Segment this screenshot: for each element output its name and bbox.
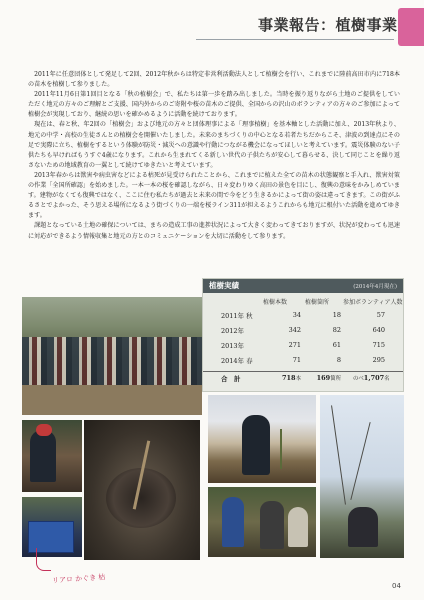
handwritten-caption: リアロ かぐき 枯 [51, 573, 106, 585]
photo-volunteer-crowd [22, 297, 202, 415]
photo-volunteer-coast [208, 395, 316, 483]
total-sites [309, 374, 341, 382]
row-year: 2011年 秋 [221, 312, 253, 320]
total-trees [269, 374, 301, 382]
page-title: 事業報告：植樹事業 [258, 16, 398, 34]
table-total-row [203, 371, 403, 385]
column-header-trees: 植樹本数 [263, 299, 288, 306]
page-number: 04 [392, 582, 401, 590]
total-sites-unit: 箇所 [330, 376, 341, 382]
total-volunteers-prefix: のべ [353, 376, 364, 382]
photo-sapling-crate [22, 497, 82, 557]
total-sites-value: 169 [316, 374, 331, 382]
row-volunteers: 57 [376, 311, 385, 319]
photo-volunteer-group [208, 487, 316, 557]
photo-planting-child [22, 420, 82, 492]
total-label: 合 計 [221, 375, 241, 383]
row-trees: 271 [288, 341, 301, 349]
total-volunteers-value: 1,707 [363, 374, 385, 382]
photo-sapling-hole [84, 420, 200, 560]
table-row [203, 339, 403, 352]
body-paragraph-3: 現在は、春と秋、年2回の「植樹会」および地元の方々と団体理事による「理事植樹」を基本軸とした活動に加え、2013年秋より、地元の中学・高校の生徒さんとの植樹会を開催いたしました。未来のまちづくりの中心となる若者たちだからこそ、津波の到達点にその足で実際に立ち、植樹をするという体験が防災・減災への意識や行動につながる機会になってほしいと考えています。震災体験のない子供たちも早ければもうすぐ4歳になります。これから生まれてくる新しい世代の子供たちが安心して暮らせる、決して同じことを繰り返さないための地域教育の一翼として続けてゆきたいと考えています。 [28, 121, 400, 169]
table-header-bar [203, 279, 403, 293]
row-year: 2013年 [221, 342, 245, 350]
row-sites: 18 [332, 311, 341, 319]
table-row [203, 354, 403, 367]
total-volunteers-unit: 名 [384, 376, 390, 382]
column-header-volunteers: 参加ボランティア人数 [343, 299, 403, 306]
row-volunteers: 640 [372, 326, 385, 334]
row-sites: 61 [332, 341, 341, 349]
row-volunteers: 295 [372, 356, 385, 364]
row-sites: 82 [332, 326, 341, 334]
table-date-note: (2014年4月現在) [353, 284, 397, 290]
body-paragraph-4: 2013年春からは獣害や病虫害などによる枯死が見受けられたことから、これまでに植えた全ての苗木の状態観察と手入れ、獣害対策の作業「全国所確認」を始めました。一本一本の桜を確認しながら、日々変わりゆく高田の景色を目にし、復興の意味をかみしめています。建物がなくても復興ではなく、ここに住む私たちが過去と未来の間で今をどう生きるかによって街の姿は違ってきます。この街がふるさとでよかった、そう思える場所になるよう街づくりの一端を桜ライン311が担えるようこれからも地元に根付いた活動を進めてゆきます。 [28, 171, 400, 220]
body-paragraph-2: 2011年11月6日第1回目となる「秋の植樹会」で、私たちは第一歩を踏み出しました。当時を振り返りながら土地のご提供をしていただく地元の方々のご理解とご支援、国内外からのご寄附や桜の苗木のご提供、全国からの沢山のボランティアの方々のご参加によって植樹会が実現しており、継続の思いを確かめるように活動を続けております。 [28, 91, 400, 119]
page-tab-marker [398, 8, 424, 46]
total-trees-unit: 本 [295, 376, 301, 382]
header-divider [196, 39, 394, 40]
handwritten-mark [36, 548, 51, 571]
row-trees: 71 [292, 356, 301, 364]
table-title: 植樹実績 [209, 281, 239, 290]
planting-results-table [202, 278, 404, 392]
row-year: 2012年 [221, 327, 245, 335]
row-year: 2014年 春 [221, 357, 253, 365]
photo-tree-sky [320, 395, 404, 558]
column-header-sites: 植樹箇所 [305, 299, 330, 306]
row-sites: 8 [336, 356, 341, 364]
total-volunteers [353, 374, 390, 382]
row-trees: 34 [292, 311, 301, 319]
table-row [203, 324, 403, 337]
row-volunteers: 715 [372, 341, 385, 349]
body-paragraph-5: 課題となっている土地の確保については、まちの造成工事の進捗状況によって大きく変わってきておりますが、状況が変わっても迅速に対応ができるよう情報収集と地元の方とのコミュニケーションを大切に活動をして参ります。 [28, 222, 400, 240]
body-paragraph-1: 2011年に任意団体として発足して2回、2012年秋からは特定非営利活動法人として植樹会を行い、これまでに陸前高田市内に718本の苗木を植樹して参りました。 [28, 71, 400, 89]
total-trees-value: 718 [282, 374, 296, 382]
report-body [28, 70, 400, 242]
table-row [203, 309, 403, 322]
row-trees: 342 [288, 326, 301, 334]
